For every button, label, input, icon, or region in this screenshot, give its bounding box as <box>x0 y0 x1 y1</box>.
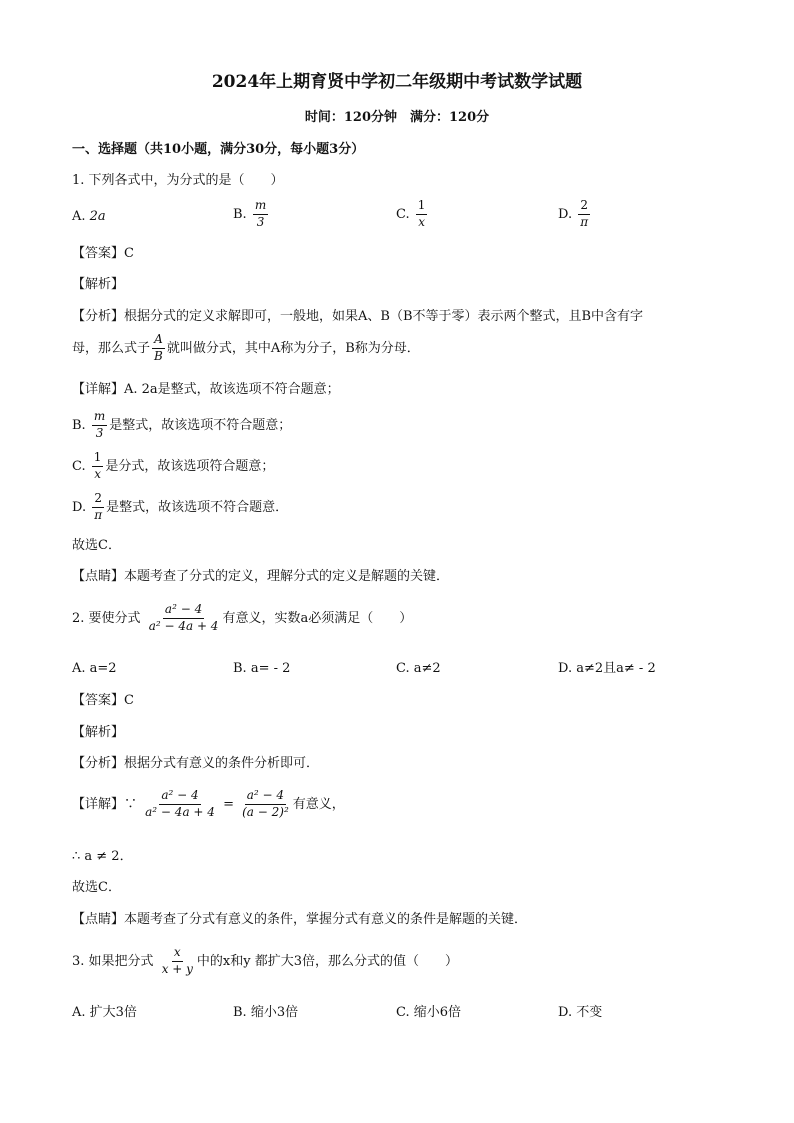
q2-stem <box>72 603 412 634</box>
text: 有意义，实数a必须满足（ ） <box>222 610 413 626</box>
equals: = <box>223 796 234 812</box>
numerator: m <box>92 410 107 426</box>
q1-option-d <box>558 199 592 230</box>
section-heading: 一、选择题（共10小题，满分30分，每小题3分） <box>72 142 365 157</box>
q2-option-a: A. a=2 <box>72 661 117 676</box>
denominator: a² − 4a + 4 <box>145 804 215 819</box>
q3-option-a: A. 扩大3倍 <box>72 1005 137 1020</box>
q2-option-d: D. a≠2且a≠ - 2 <box>558 661 656 676</box>
denominator: 3 <box>256 214 265 229</box>
denominator: x <box>94 466 101 481</box>
numerator: A <box>152 333 165 349</box>
fraction <box>253 199 268 230</box>
q3-stem <box>72 946 458 977</box>
text: 中的x和y 都扩大3倍，那么分式的值（ ） <box>196 953 459 969</box>
q2-detail <box>72 789 345 820</box>
q1-detail-c <box>72 451 274 482</box>
fraction <box>92 410 107 441</box>
q3-option-c: C. 缩小6倍 <box>396 1005 462 1020</box>
fraction <box>92 451 104 482</box>
fraction <box>152 333 165 364</box>
numerator: 1 <box>416 199 428 215</box>
q2-option-c: C. a≠2 <box>396 661 441 676</box>
option-label: C. <box>396 206 410 222</box>
numerator: m <box>253 199 268 215</box>
q1-analysis-line1: 【分析】根据分式的定义求解即可，一般地，如果A、B（B不等于零）表示两个整式，且B中含有字 <box>72 309 644 324</box>
q2-comment: 【点睛】本题考查了分式有意义的条件，掌握分式有意义的条件是解题的关键． <box>72 912 528 927</box>
q2-option-b: B. a= - 2 <box>233 661 291 676</box>
denominator: x <box>418 214 425 229</box>
q1-choose: 故选C． <box>72 538 121 553</box>
denominator: B <box>154 348 163 363</box>
q2-therefore: ∴ a ≠ 2． <box>72 849 133 864</box>
fraction <box>92 492 104 523</box>
q1-option-a <box>72 210 106 223</box>
label: B. <box>72 417 86 433</box>
text: 是整式，故该选项不符合题意； <box>109 417 292 433</box>
text: 2. 要使分式 <box>72 610 141 626</box>
numerator: 1 <box>92 451 104 467</box>
numerator: 2 <box>578 199 590 215</box>
q1-detail-a: 【详解】A. 2a是整式，故该选项不符合题意； <box>72 382 340 397</box>
numerator: a² − 4 <box>163 603 204 619</box>
q1-detail-b <box>72 410 291 441</box>
denominator: π <box>94 507 103 522</box>
numerator: a² − 4 <box>159 789 200 805</box>
page-title: 2024年上期育贤中学初二年级期中考试数学试题 <box>211 72 583 92</box>
fraction <box>578 199 590 230</box>
q1-jiexi: 【解析】 <box>72 277 125 292</box>
option-label: B. <box>233 206 247 222</box>
fraction <box>240 789 291 820</box>
label: 【详解】∵ <box>72 796 138 812</box>
q2-analysis: 【分析】根据分式有意义的条件分析即可． <box>72 756 320 771</box>
option-expr: 2a <box>89 209 106 224</box>
denominator: a² − 4a + 4 <box>148 618 219 633</box>
numerator: x <box>172 946 183 962</box>
q1-detail-d <box>72 492 288 523</box>
numerator: 2 <box>92 492 104 508</box>
fraction <box>160 946 195 977</box>
denominator: π <box>580 214 589 229</box>
q3-option-d: D. 不变 <box>558 1005 603 1020</box>
q2-choose: 故选C． <box>72 880 121 895</box>
label: C. <box>72 458 86 474</box>
q1-comment: 【点睛】本题考查了分式的定义，理解分式的定义是解题的关键． <box>72 569 450 584</box>
q1-analysis-line2 <box>72 333 420 364</box>
denominator: (a − 2)² <box>242 804 289 819</box>
denominator: x + y <box>161 961 193 976</box>
q3-option-b: B. 缩小3倍 <box>233 1005 299 1020</box>
fraction <box>147 603 221 634</box>
fraction <box>416 199 428 230</box>
text: 3. 如果把分式 <box>72 953 154 969</box>
fraction <box>143 789 217 820</box>
q1-option-b <box>233 199 270 230</box>
q1-answer: 【答案】C <box>72 246 134 261</box>
q2-jiexi: 【解析】 <box>72 725 125 740</box>
text: 是分式，故该选项符合题意； <box>105 458 275 474</box>
text: 有意义， <box>292 796 345 812</box>
q2-answer: 【答案】C <box>72 693 134 708</box>
denominator: 3 <box>95 425 104 440</box>
q1-option-c <box>396 199 429 230</box>
q1-stem: 1. 下列各式中，为分式的是（ ） <box>72 173 284 188</box>
text: 是整式，故该选项不符合题意． <box>106 499 289 515</box>
text: 就叫做分式，其中A称为分子，B称为分母． <box>166 340 420 356</box>
label: D. <box>72 499 87 515</box>
option-label: D. <box>558 206 573 222</box>
option-label: A. <box>72 209 90 224</box>
exam-info: 时间：120分钟 满分：120分 <box>304 110 490 125</box>
text: 母，那么式子 <box>72 340 151 356</box>
numerator: a² − 4 <box>245 789 286 805</box>
